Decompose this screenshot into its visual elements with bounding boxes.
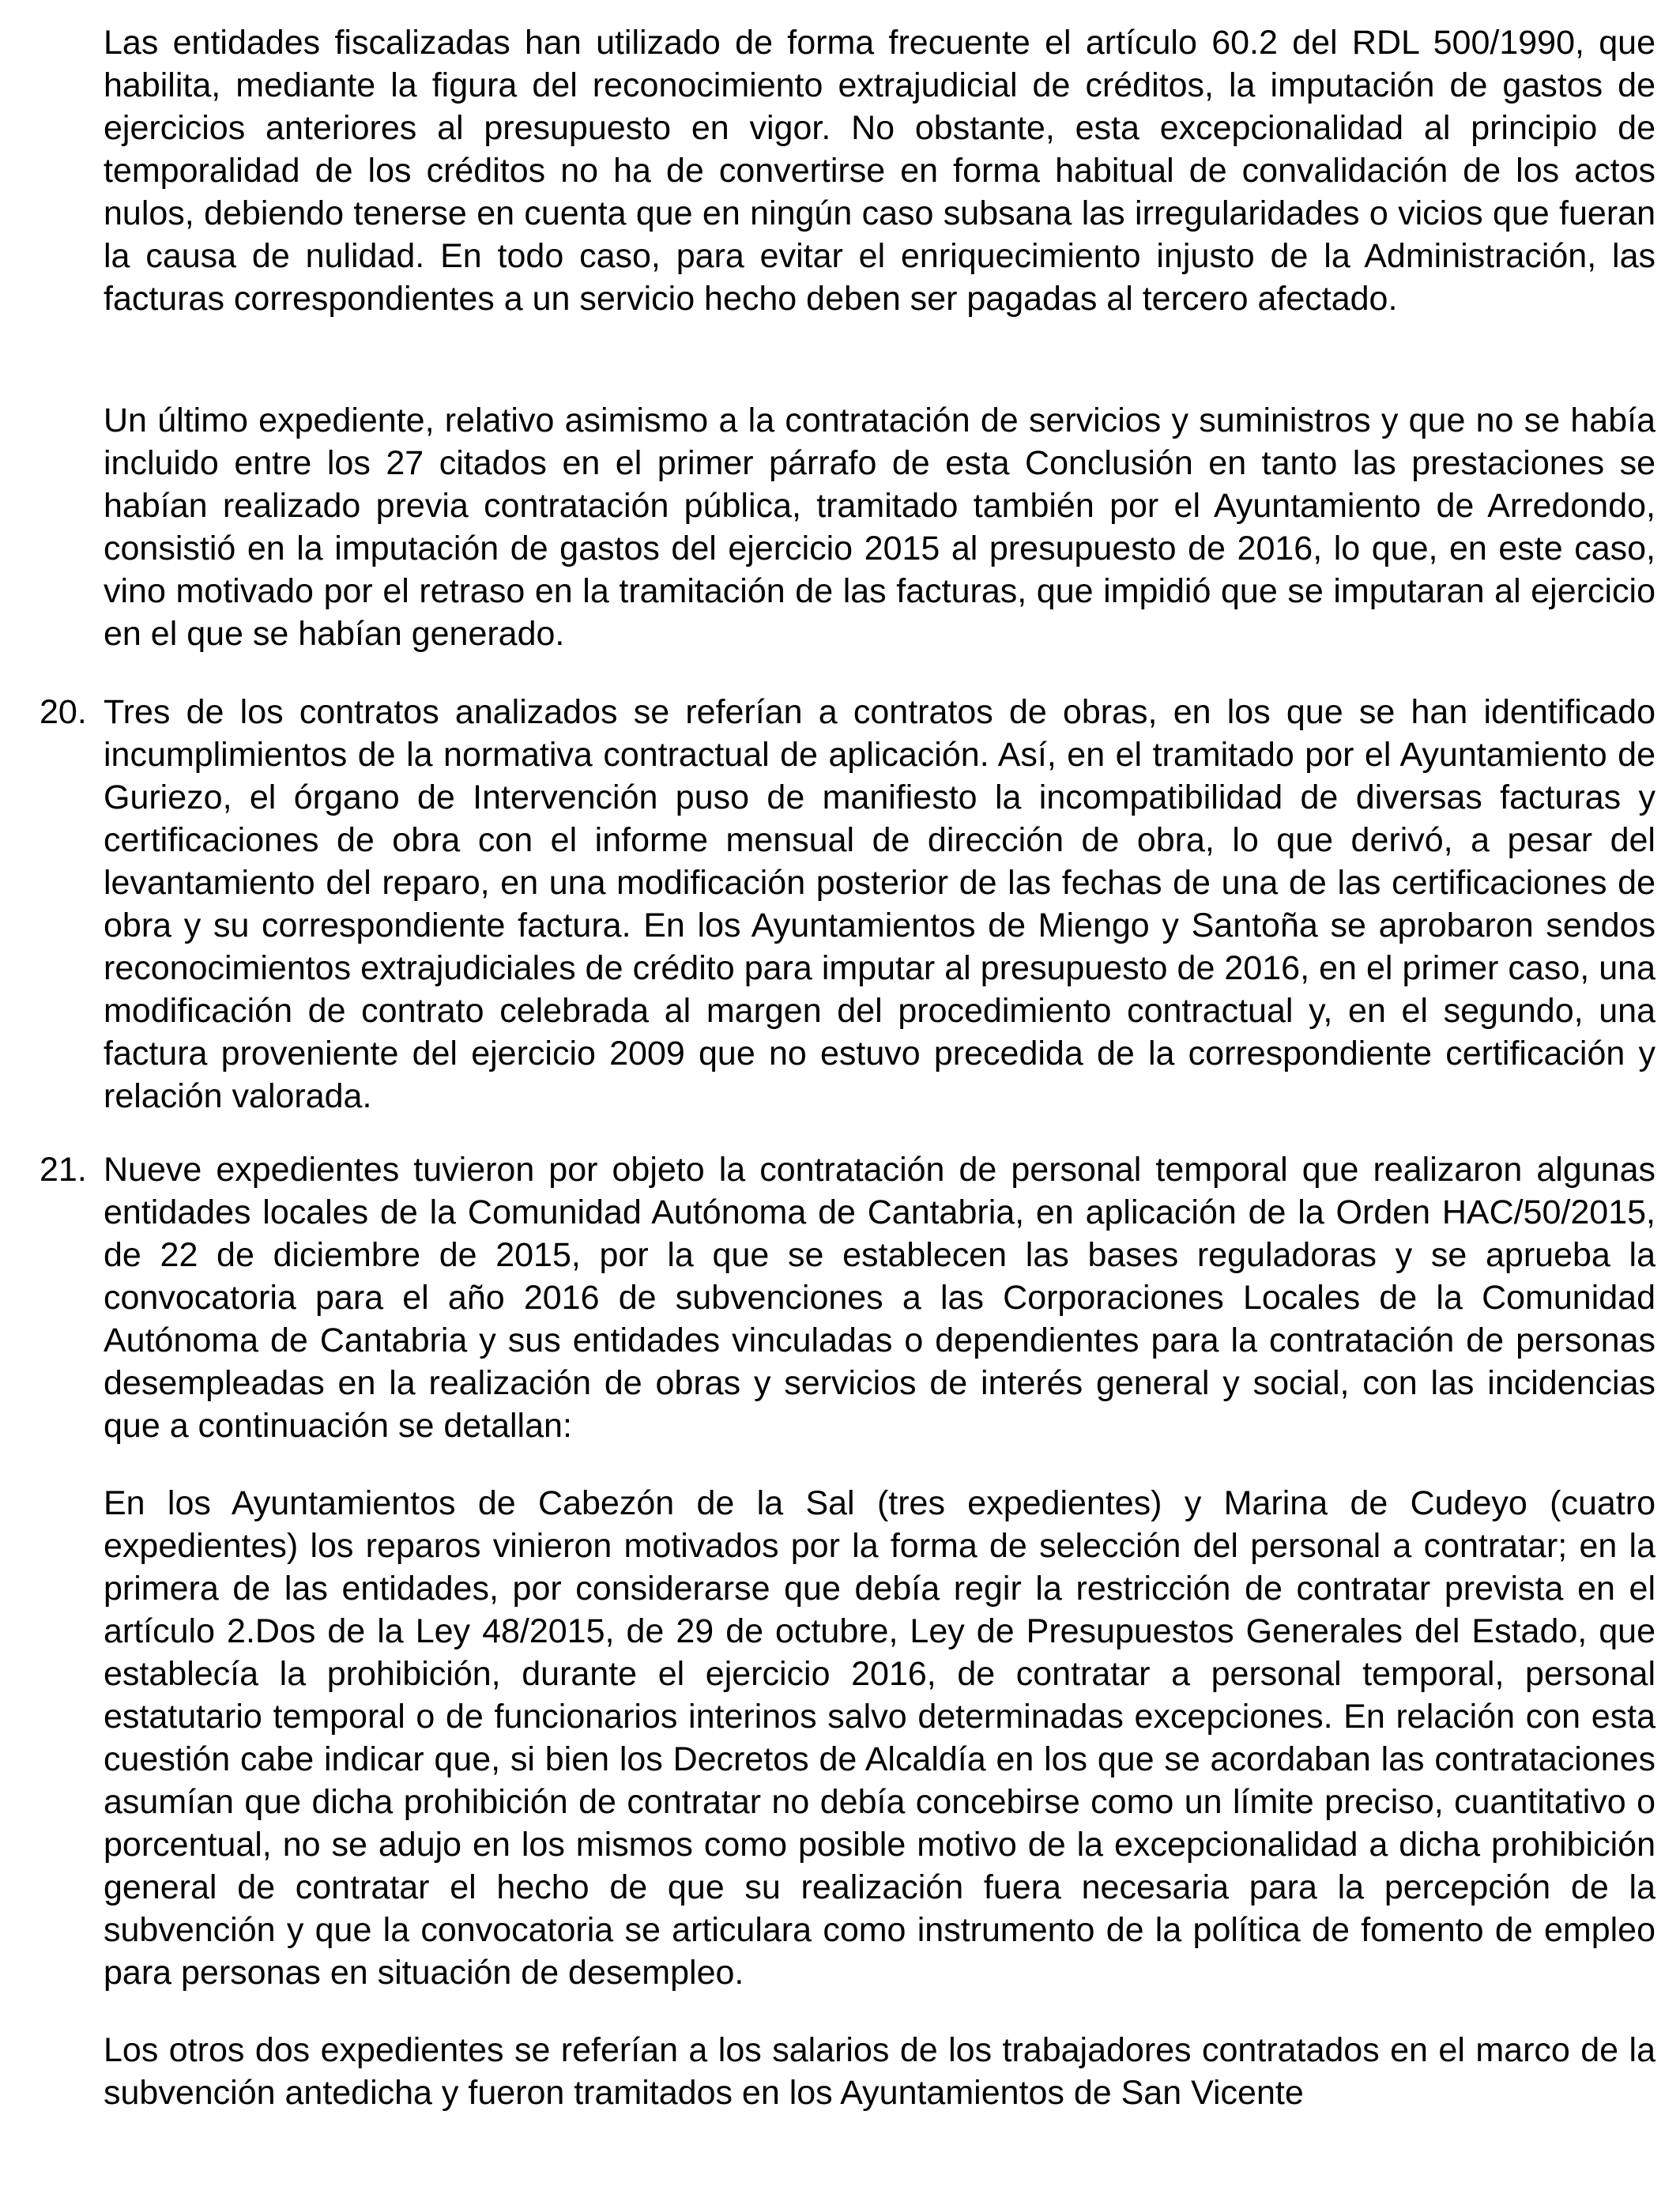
paragraph-personal-temporal: Nueve expedientes tuvieron por objeto la contratación de personal temporal que realizaron algunas entidades locales de la Comunidad Autónoma de Cantabria, en aplicación de la Orden HAC/50/2015, de 22 de diciembre de 2015, por la que se establecen las bases reguladoras y se aprueba la convocatoria para el año 2016 de subvenciones a las Corporaciones Locales de la Comunidad Autónoma de Cantabria y sus entidades vinculadas o dependientes para la contratación de personas desempleadas en la realización de obras y servicios de interés general y social, con las incidencias que a continuación se detallan: <box>104 1151 1656 1445</box>
paragraph-ultimo-expediente: Un último expediente, relativo asimismo a la contratación de servicios y suministros y que no se había incluido entre los 27 citados en el primer párrafo de esta Conclusión en tanto las prestaciones se habían realizado previa contratación pública, tramitado también por el Ayuntamiento de Arredondo, consistió en la imputación de gastos del ejercicio 2015 al presupuesto de 2016, lo que, en este caso, vino motivado por el retraso en la tramitación de las facturas, que impidió que se imputaran al ejercicio en el que se habían generado. <box>104 401 1656 653</box>
paragraph-reconocimiento-extrajudicial: Las entidades fiscalizadas han utilizado de forma frecuente el artículo 60.2 del RDL 500/1990, que habilita, mediante la figura del reconocimiento extrajudicial de créditos, la imputación de gastos de ejercicios anteriores al presupuesto en vigor. No obstante, esta excepcionalidad al principio de temporalidad de los créditos no ha de convertirse en forma habitual de convalidación de los actos nulos, debiendo tenerse en cuenta que en ningún caso subsana las irregularidades o vicios que fueran la causa de nulidad. En todo caso, para evitar el enriquecimiento injusto de la Administración, las facturas correspondientes a un servicio hecho deben ser pagadas al tercero afectado. <box>104 24 1656 318</box>
paragraph-cabezon-marina: En los Ayuntamientos de Cabezón de la Sal (tres expedientes) y Marina de Cudeyo (cuatro expedientes) los reparos vinieron motivados por la forma de selección del personal a contratar; en la primera de las entidades, por considerarse que debía regir la restricción de contratar prevista en el artículo 2.Dos de la Ley 48/2015, de 29 de octubre, Ley de Presupuestos Generales del Estado, que establecía la prohibición, durante el ejercicio 2016, de contratar a personal temporal, personal estatutario temporal o de funcionarios interinos salvo determinadas excepciones. En relación con esta cuestión cabe indicar que, si bien los Decretos de Alcaldía en los que se acordaban las contrataciones asumían que dicha prohibición de contratar no debía concebirse como un límite preciso, cuantitativo o porcentual, no se adujo en los mismos como posible motivo de la excepcionalidad a dicha prohibición general de contratar el hecho de que su realización fuera necesaria para la percepción de la subvención y que la convocatoria se articulara como instrumento de la política de fomento de empleo para personas en situación de desempleo. <box>104 1484 1656 1992</box>
paragraph-contratos-obras: Tres de los contratos analizados se referían a contratos de obras, en los que se han identificado incumplimientos de la normativa contractual de aplicación. Así, en el tramitado por el Ayuntamiento de Guriezo, el órgano de Intervención puso de manifiesto la incompatibilidad de diversas facturas y certificaciones de obra con el informe mensual de dirección de obra, lo que derivó, a pesar del levantamiento del reparo, en una modificación posterior de las fechas de una de las certificaciones de obra y su correspondiente factura. En los Ayuntamientos de Miengo y Santoña se aprobaron sendos reconocimientos extrajudiciales de crédito para imputar al presupuesto de 2016, en el primer caso, una modificación de contrato celebrada al margen del procedimiento contractual y, en el segundo, una factura proveniente del ejercicio 2009 que no estuvo precedida de la correspondiente certificación y relación valorada. <box>104 693 1656 1115</box>
paragraph-number-20: 20. <box>40 693 87 731</box>
paragraph-number-21: 21. <box>40 1151 87 1189</box>
paragraph-otros-expedientes: Los otros dos expedientes se referían a los salarios de los trabajadores contratados en el marco de la subvención antedicha y fueron tramitados en los Ayuntamientos de San Vicente <box>104 2031 1656 2112</box>
